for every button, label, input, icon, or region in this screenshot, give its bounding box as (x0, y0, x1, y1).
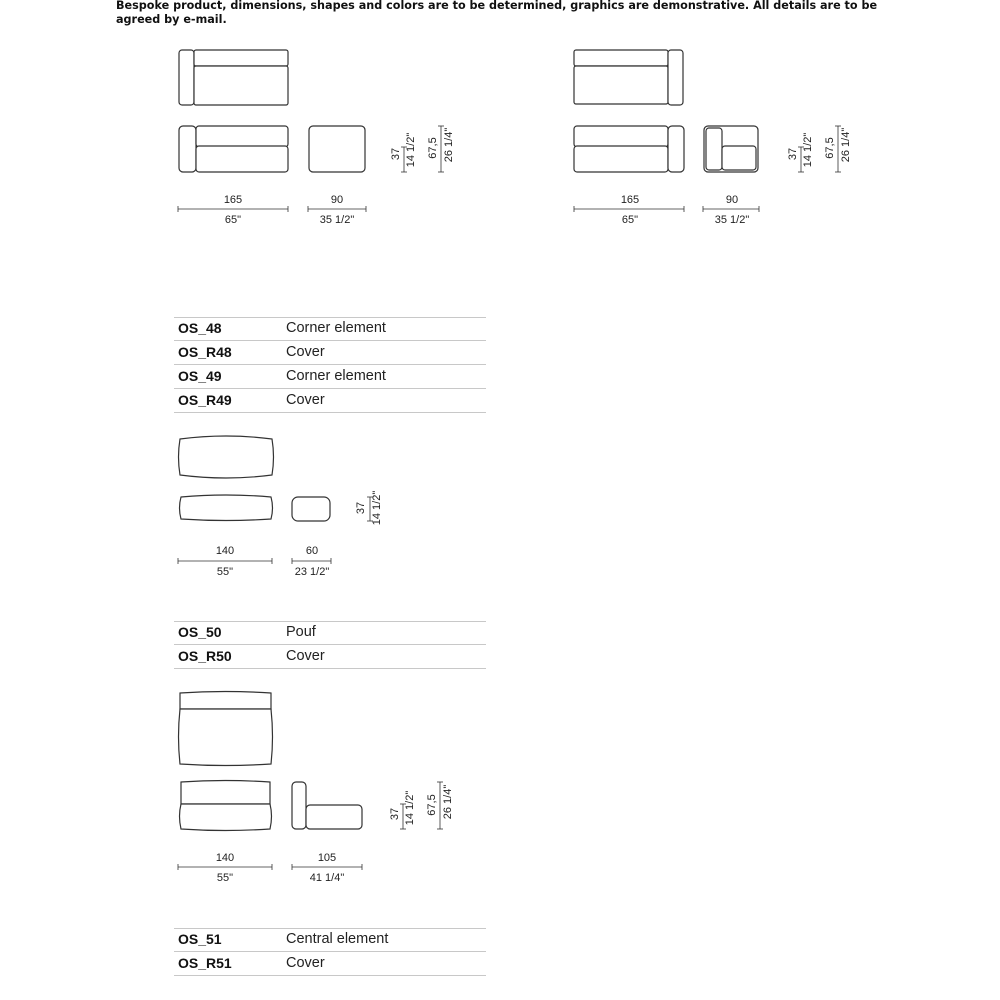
dim-os51-width-in: 55" (216, 872, 234, 884)
dim-os48-width-in: 65" (224, 214, 242, 226)
table-row (174, 952, 486, 976)
corner-elements-table (174, 317, 486, 413)
pouf-table (174, 621, 486, 669)
dim-os51-back-in: 26 1/4" (442, 784, 454, 820)
dim-os48-depth-in: 35 1/2" (319, 214, 355, 226)
product-description: Corner element (286, 368, 386, 384)
product-code: OS_51 (178, 931, 222, 947)
os51-top-view (179, 692, 273, 766)
table-row (174, 317, 486, 341)
product-code: OS_R50 (178, 648, 232, 664)
product-description: Corner element (286, 320, 386, 336)
dim-os49-back-cm: 67,5 (824, 137, 836, 159)
os48-side-view (309, 126, 365, 172)
os49-top-view (574, 50, 683, 105)
table-row (174, 365, 486, 389)
product-code: OS_R51 (178, 955, 232, 971)
table-row (174, 928, 486, 952)
dim-os49-back-in: 26 1/4" (840, 127, 852, 163)
os48-top-view (179, 50, 288, 105)
dim-os50-height-in: 14 1/2" (371, 490, 383, 526)
os48-front-view (179, 126, 288, 172)
product-description: Cover (286, 344, 325, 360)
dim-os50-depth-cm: 60 (305, 545, 319, 557)
dim-os48-seat-cm: 37 (390, 147, 402, 161)
dim-os51-seat-in: 14 1/2" (404, 790, 416, 826)
dim-os49-depth-cm: 90 (725, 194, 739, 206)
os50-top-view (179, 436, 274, 478)
dim-os48-back-in: 26 1/4" (443, 127, 455, 163)
dim-os48-seat-in: 14 1/2" (405, 132, 417, 168)
product-code: OS_48 (178, 320, 222, 336)
product-code: OS_50 (178, 624, 222, 640)
os49-front-view (574, 126, 684, 172)
dim-os49-width-cm: 165 (620, 194, 640, 206)
table-row (174, 341, 486, 365)
dim-os51-width-cm: 140 (215, 852, 235, 864)
dim-os50-width-cm: 140 (215, 545, 235, 557)
os51-front-view (180, 781, 272, 831)
dim-os49-seat-cm: 37 (787, 147, 799, 161)
disclaimer-text: Bespoke product, dimensions, shapes and colors are to be determined, graphics are demonstrative. All details are to be agreed by e-mail. (116, 0, 878, 26)
product-description: Cover (286, 392, 325, 408)
dim-os50-height-cm: 37 (355, 501, 367, 515)
product-description: Central element (286, 931, 389, 947)
os51-side-view (292, 782, 362, 829)
width-dimensions (178, 206, 759, 870)
dim-os48-width-cm: 165 (223, 194, 243, 206)
dim-os49-width-in: 65" (621, 214, 639, 226)
dim-os50-width-in: 55" (216, 566, 234, 578)
product-description: Pouf (286, 624, 316, 640)
dim-os51-back-cm: 67,5 (426, 794, 438, 816)
product-code: OS_R48 (178, 344, 232, 360)
dim-os51-depth-in: 41 1/4" (309, 872, 345, 884)
table-row (174, 645, 486, 669)
dim-os48-back-cm: 67,5 (427, 137, 439, 159)
central-element-table (174, 928, 486, 976)
dim-os49-seat-in: 14 1/2" (802, 132, 814, 168)
dim-os50-depth-in: 23 1/2" (294, 566, 330, 578)
product-code: OS_R49 (178, 392, 232, 408)
product-code: OS_49 (178, 368, 222, 384)
table-row (174, 621, 486, 645)
os49-side-view (704, 126, 758, 172)
os50-front-view (180, 495, 273, 521)
product-description: Cover (286, 955, 325, 971)
table-row (174, 389, 486, 413)
dim-os51-depth-cm: 105 (317, 852, 337, 864)
os50-side-view (292, 497, 330, 521)
dim-os51-seat-cm: 37 (389, 807, 401, 821)
height-dimensions (367, 126, 841, 829)
dim-os49-depth-in: 35 1/2" (714, 214, 750, 226)
product-description: Cover (286, 648, 325, 664)
dim-os48-depth-cm: 90 (330, 194, 344, 206)
